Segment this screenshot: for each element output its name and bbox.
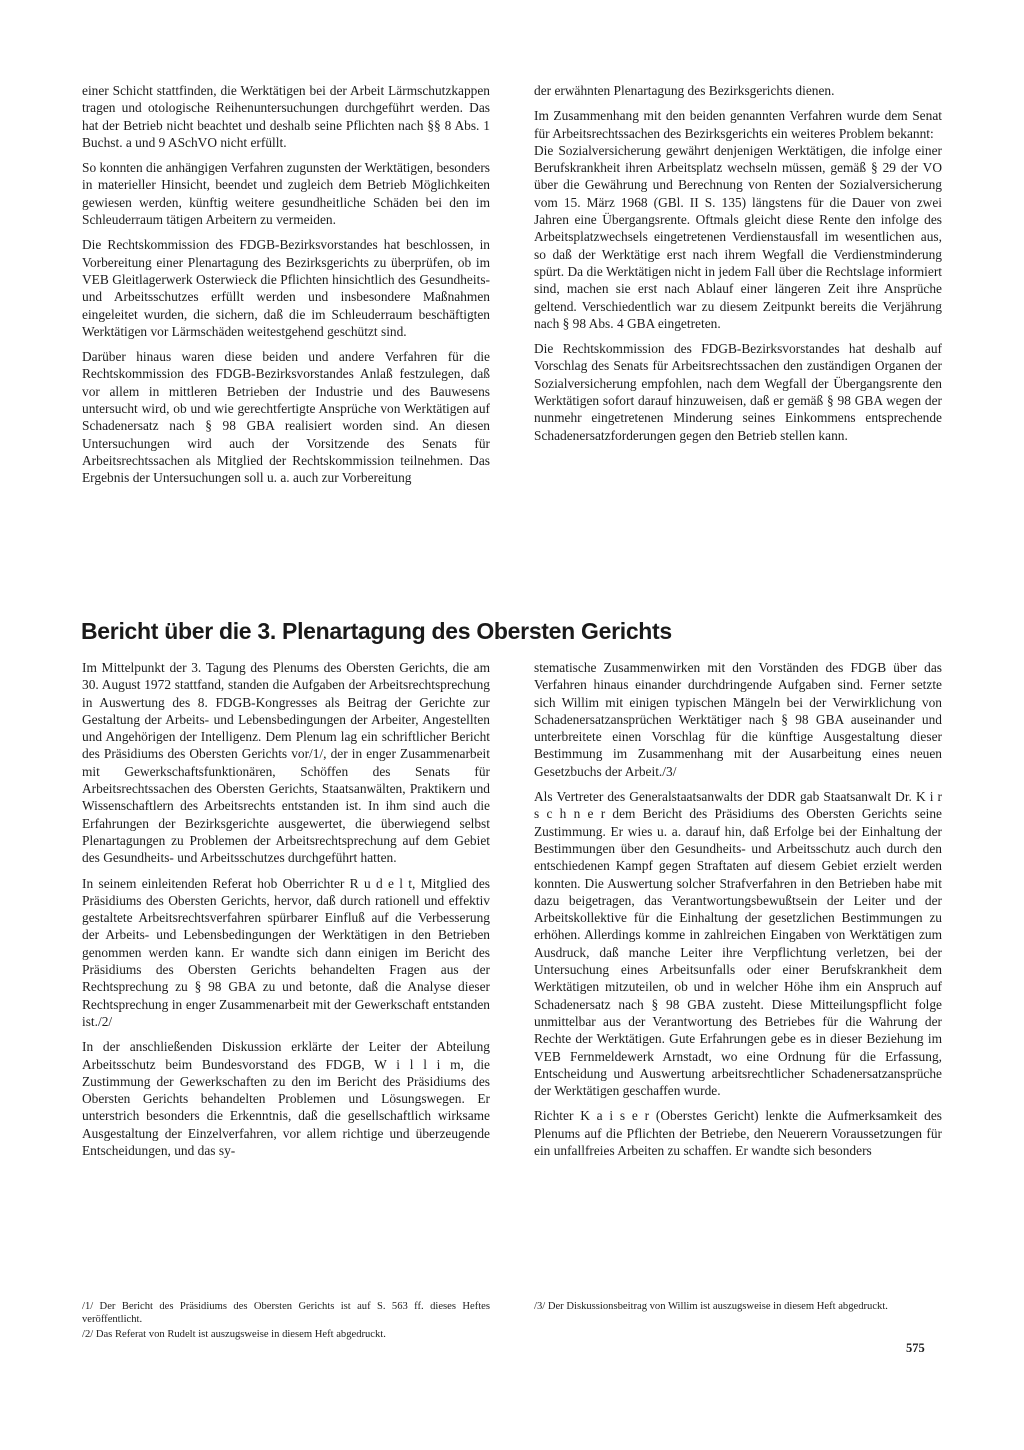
paragraph: In seinem einleitenden Referat hob Oberrichter R u d e l t, Mitglied des Präsidiums des Obersten Gerichts, hervor, daß durch rationell und effektiv gestaltete Arbeitsrechtsverfahren spürbarer Einfluß auf die Verbesserung der Arbeits- und Lebensbedingungen der Werktätigen in den Betrieben genommen werden kann. Er wandte sich dann einigen im Bericht des Präsidiums des Obersten Gerichts behandelten Fragen aus der Rechtsprechung zu § 98 GBA zu und betonte, daß die Analyse dieser Rechtsprechung in enger Zusammenarbeit mit der Gewerkschaft entstanden ist./2/ — [82, 875, 490, 1029]
paragraph: Die Rechtskommission des FDGB-Bezirksvorstandes hat deshalb auf Vorschlag des Senats für Arbeitsrechtssachen den zuständigen Organen der Sozialversicherung empfohlen, nach dem Wegfall der Übergangsrente den Werktätigen sofort darauf hinzuweisen, daß er gemäß § 98 GBA wegen der nunmehr eingetretenen Minderung seines Einkommens entsprechende Schadenersatzforderungen gegen den Betrieb stellen kann. — [534, 341, 942, 443]
footnote: /3/ Der Diskussionsbeitrag von Willim ist auszugsweise in diesem Heft abgedruckt. — [534, 1301, 888, 1312]
page-number: 575 — [906, 1341, 925, 1355]
paragraph: der erwähnten Plenartagung des Bezirksgerichts dienen. — [534, 83, 835, 98]
paragraph: So konnten die anhängigen Verfahren zugunsten der Werktätigen, besonders in materieller Hinsicht, beendet und zugleich dem Betrieb Möglichkeiten gewiesen werden, künftig weitere gesundheitliche Schäden bei den im Schleuderraum tätigen Arbeitern zu vermeiden. — [82, 160, 490, 228]
paragraph: Die Rechtskommission des FDGB-Bezirksvorstandes hat beschlossen, in Vorbereitung einer Plenartagung des Bezirksgerichts zu überprüfen, ob im VEB Gleitlagerwerk Osterwieck die Pflichten hinsichtlich des Gesundheits- und Arbeitsschutzes erfüllt werden und insbesondere Maßnahmen eingeleitet wurden, die sichern, daß die im Schleuderraum beschäftigten Werktätigen vor Lärmschäden weitestgehend geschützt sind. — [82, 237, 490, 339]
paragraph: Im Mittelpunkt der 3. Tagung des Plenums des Obersten Gerichts, die am 30. August 1972 stattfand, standen die Aufgaben der Arbeitsrechtsprechung in Auswertung des 8. FDGB-Kongresses als Beitrag der Gerichte zur Gestaltung der Arbeits- und Lebensbedingungen der Arbeiter, Angestellten und Angehörigen der Intelligenz. Dem Plenum lag ein schriftlicher Bericht des Präsidiums des Obersten Gerichts vor/1/, der in enger Zusammenarbeit mit Gewerkschaftsfunktionären, Schöffen des Senats für Arbeitsrechtssachen des Obersten Gerichts, Staatsanwälten, Praktikern und Wissenschaftlern des Arbeitsrechts entstanden ist. In ihm sind auch die Erfahrungen der Bezirksgerichte ausgewertet, die überwiegend selbst Plenartagungen zu Problemen der Arbeitsrechtsprechung auf dem Gebiet des Gesundheits- und Arbeitsschutzes durchgeführt hatten. — [82, 660, 490, 866]
paragraph: Im Zusammenhang mit den beiden genannten Verfahren wurde dem Senat für Arbeitsrechtssachen des Bezirksgerichts ein weiteres Problem bekannt: — [534, 108, 942, 141]
paragraph: Richter K a i s e r (Oberstes Gericht) lenkte die Aufmerksamkeit des Plenums auf die Pflichten der Betriebe, den Neuerern Voraussetzungen für ein unfallfreies Arbeiten zu schaffen. Er wandte sich besonders — [534, 1108, 942, 1159]
paragraph: In der anschließenden Diskussion erklärte der Leiter der Abteilung Arbeitsschutz beim Bundesvorstand des FDGB, W i l l i m, die Zustimmung der Gewerkschaften zu den im Bericht des Präsidiums des Obersten Gerichts behandelten Problemen und Lösungswegen. Er unterstrich besonders die Erkenntnis, daß die gesellschaftlich wirksame Ausgestaltung der Einzelverfahren, vor allem richtige und überzeugende Entscheidungen, und das sy- — [82, 1039, 490, 1159]
footnote: /2/ Das Referat von Rudelt ist auszugsweise in diesem Heft abgedruckt. — [82, 1329, 386, 1340]
top-left-column — [82, 82, 490, 487]
footnotes-right — [534, 1300, 942, 1315]
section-heading: Bericht über die 3. Plenartagung des Obersten Gerichts — [81, 618, 672, 644]
top-right-column — [534, 82, 942, 444]
footnote: /1/ Der Bericht des Präsidiums des Obersten Gerichts ist auf S. 563 ff. dieses Heftes veröffentlicht. — [82, 1301, 490, 1325]
footnotes-left — [82, 1300, 490, 1343]
bottom-left-column — [82, 659, 490, 1159]
paragraph: einer Schicht stattfinden, die Werktätigen bei der Arbeit Lärmschutzkappen tragen und otologische Reihenuntersuchungen durchgeführt werden. Das hat der Betrieb nicht beachtet und deshalb seine Pflichten nach §§ 8 Abs. 1 Buchst. a und 9 ASchVO nicht erfüllt. — [82, 83, 490, 150]
bottom-right-column — [534, 659, 942, 1159]
paragraph: stematische Zusammenwirken mit den Vorständen des FDGB über das Verfahren hinaus einander durchdringende Aufgaben sind. Ferner setzte sich Willim mit einigen typischen Mängeln bei der Verwirklichung von Schadenersatzansprüchen Werktätiger nach § 98 GBA auseinander und unterbreitete einen Vorschlag für die künftige Ausgestaltung dieser Bestimmung im Zusammenhang mit der Ausarbeitung eines neuen Gesetzbuchs der Arbeit./3/ — [534, 660, 942, 779]
paragraph: Als Vertreter des Generalstaatsanwalts der DDR gab Staatsanwalt Dr. K i r s c h n e r dem Bericht des Präsidiums des Obersten Gerichts seine Zustimmung. Er wies u. a. darauf hin, daß Erfolge bei der Einhaltung der Bestimmungen über den Gesundheits- und Arbeitsschutz auch durch den entschiedenen Kampf gegen Straftaten auf diesem Gebiet erzielt werden konnten. Die Auswertung solcher Strafverfahren in den Betrieben habe mit dazu beigetragen, das Verantwortungsbewußtsein der Leiter und der Arbeitskollektive für die Einhaltung der gesetzlichen Bestimmungen zu erhöhen. Allerdings komme in zahlreichen Eingaben von Werktätigen zum Ausdruck, daß manche Leiter ihre Verpflichtung verletzen, bei der Untersuchung eines Arbeitsunfalls oder einer Berufskrankheit dem Werktätigen mitzuteilen, ob und in welcher Höhe ihm ein Anspruch auf Schadenersatz nach § 98 GBA zusteht. Diese Mitteilungspflicht folge unmittelbar aus der Verantwortung des Betriebes für die Wahrung der Rechte der Werktätigen. Gute Erfahrungen gebe es in dieser Beziehung im VEB Fernmeldewerk Arnstadt, wo eine Ordnung für die Erfassung, Entscheidung und Auswertung arbeitsrechtlicher Schadenersatzansprüche der Werktätigen geschaffen wurde. — [534, 789, 942, 1099]
paragraph: Die Sozialversicherung gewährt denjenigen Werktätigen, die infolge einer Berufskrankheit ihren Arbeitsplatz wechseln müssen, gemäß § 29 der VO über die Gewährung und Berechnung von Renten der Sozialversicherung vom 15. März 1968 (GBl. II S. 135) längstens für die Dauer von zwei Jahren eine Übergangsrente. Oftmals gleicht diese Rente den infolge des Arbeitsplatzwechsels eingetretenen Verdienstausfall im wesentlichen aus, so daß der Werktätige erst nach ihrem Wegfall die Verdienstminderung spürt. Da die Werktätigen nicht in jedem Fall über die Rechtslage informiert sind, machen sie erst nach Ablauf einer längeren Zeit ihre Ansprüche geltend. Verschiedentlich war zu diesem Zeitpunkt bereits die Verjährung nach § 98 Abs. 4 GBA eingetreten. — [534, 142, 942, 331]
paragraph: Darüber hinaus waren diese beiden und andere Verfahren für die Rechtskommission des FDGB-Bezirksvorstandes Anlaß festzulegen, daß vor allem in mittleren Betrieben der Industrie und des Bauwesens untersucht wird, ob und wie gerechtfertigte Ansprüche von Werktätigen auf Schadenersatz nach § 98 GBA realisiert worden sind. An diesen Untersuchungen wird auch der Vorsitzende des Senats für Arbeitsrechtssachen als Mitglied der Rechtskommission teilnehmen. Das Ergebnis der Untersuchungen soll u. a. auch zur Vorbereitung — [82, 349, 490, 486]
